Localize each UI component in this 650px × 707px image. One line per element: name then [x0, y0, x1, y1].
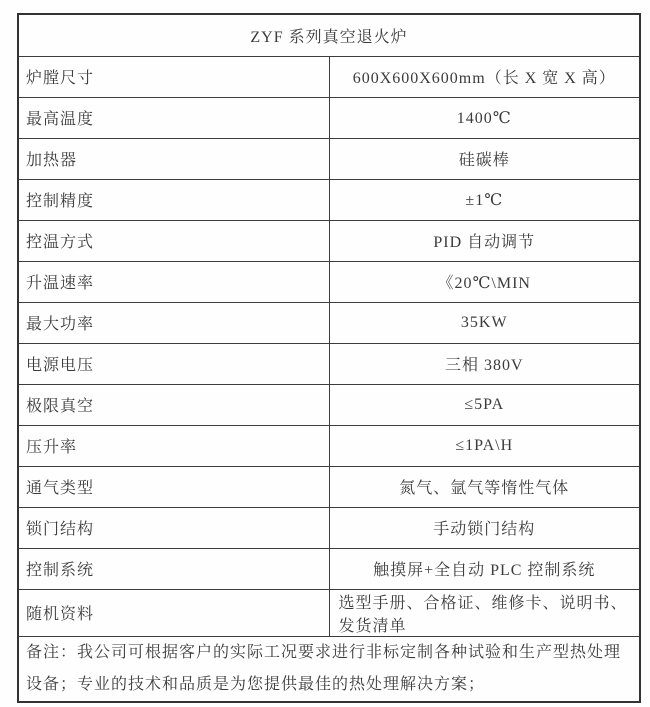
table-row [18, 302, 640, 343]
spec-label: 锁门结构 [18, 507, 329, 548]
table-row [18, 179, 640, 220]
spec-value: ≤1PA\H [329, 425, 640, 466]
spec-table [17, 13, 641, 703]
table-row [18, 589, 640, 636]
page-title: ZYF 系列真空退火炉 [18, 14, 640, 56]
table-row [18, 343, 640, 384]
note-row [18, 636, 640, 702]
table-row [18, 97, 640, 138]
note-text: 备注：我公司可根据客户的实际工况要求进行非标定制各种试验和生产型热处理设备；专业的技术和品质是为您提供最佳的热处理解决方案； [18, 636, 640, 702]
table-title-row [18, 14, 640, 56]
spec-rows [18, 56, 640, 636]
spec-value: ±1℃ [329, 179, 640, 220]
spec-label: 随机资料 [18, 589, 329, 636]
spec-value: 手动锁门结构 [329, 507, 640, 548]
table-row [18, 138, 640, 179]
spec-label: 通气类型 [18, 466, 329, 507]
table-row [18, 466, 640, 507]
spec-value: 三相 380V [329, 343, 640, 384]
table-row [18, 220, 640, 261]
table-row [18, 384, 640, 425]
spec-label: 炉膛尺寸 [18, 56, 329, 97]
spec-label: 电源电压 [18, 343, 329, 384]
spec-label: 最大功率 [18, 302, 329, 343]
spec-value: 35KW [329, 302, 640, 343]
table-row [18, 56, 640, 97]
table-row [18, 507, 640, 548]
spec-value: 600X600X600mm（长 X 宽 X 高） [329, 56, 640, 97]
spec-label: 控制精度 [18, 179, 329, 220]
spec-label: 控制系统 [18, 548, 329, 589]
spec-value: 1400℃ [329, 97, 640, 138]
spec-value: ≤5PA [329, 384, 640, 425]
spec-label: 压升率 [18, 425, 329, 466]
spec-label: 最高温度 [18, 97, 329, 138]
spec-value: 氮气、氩气等惰性气体 [329, 466, 640, 507]
spec-label: 控温方式 [18, 220, 329, 261]
spec-value: 《20℃\MIN [329, 261, 640, 302]
spec-label: 升温速率 [18, 261, 329, 302]
table-row [18, 261, 640, 302]
spec-value: 选型手册、合格证、维修卡、说明书、发货清单 [329, 589, 640, 636]
spec-value: 触摸屏+全自动 PLC 控制系统 [329, 548, 640, 589]
spec-label: 极限真空 [18, 384, 329, 425]
spec-value: PID 自动调节 [329, 220, 640, 261]
table-row [18, 548, 640, 589]
table-row [18, 425, 640, 466]
spec-value: 硅碳棒 [329, 138, 640, 179]
spec-label: 加热器 [18, 138, 329, 179]
